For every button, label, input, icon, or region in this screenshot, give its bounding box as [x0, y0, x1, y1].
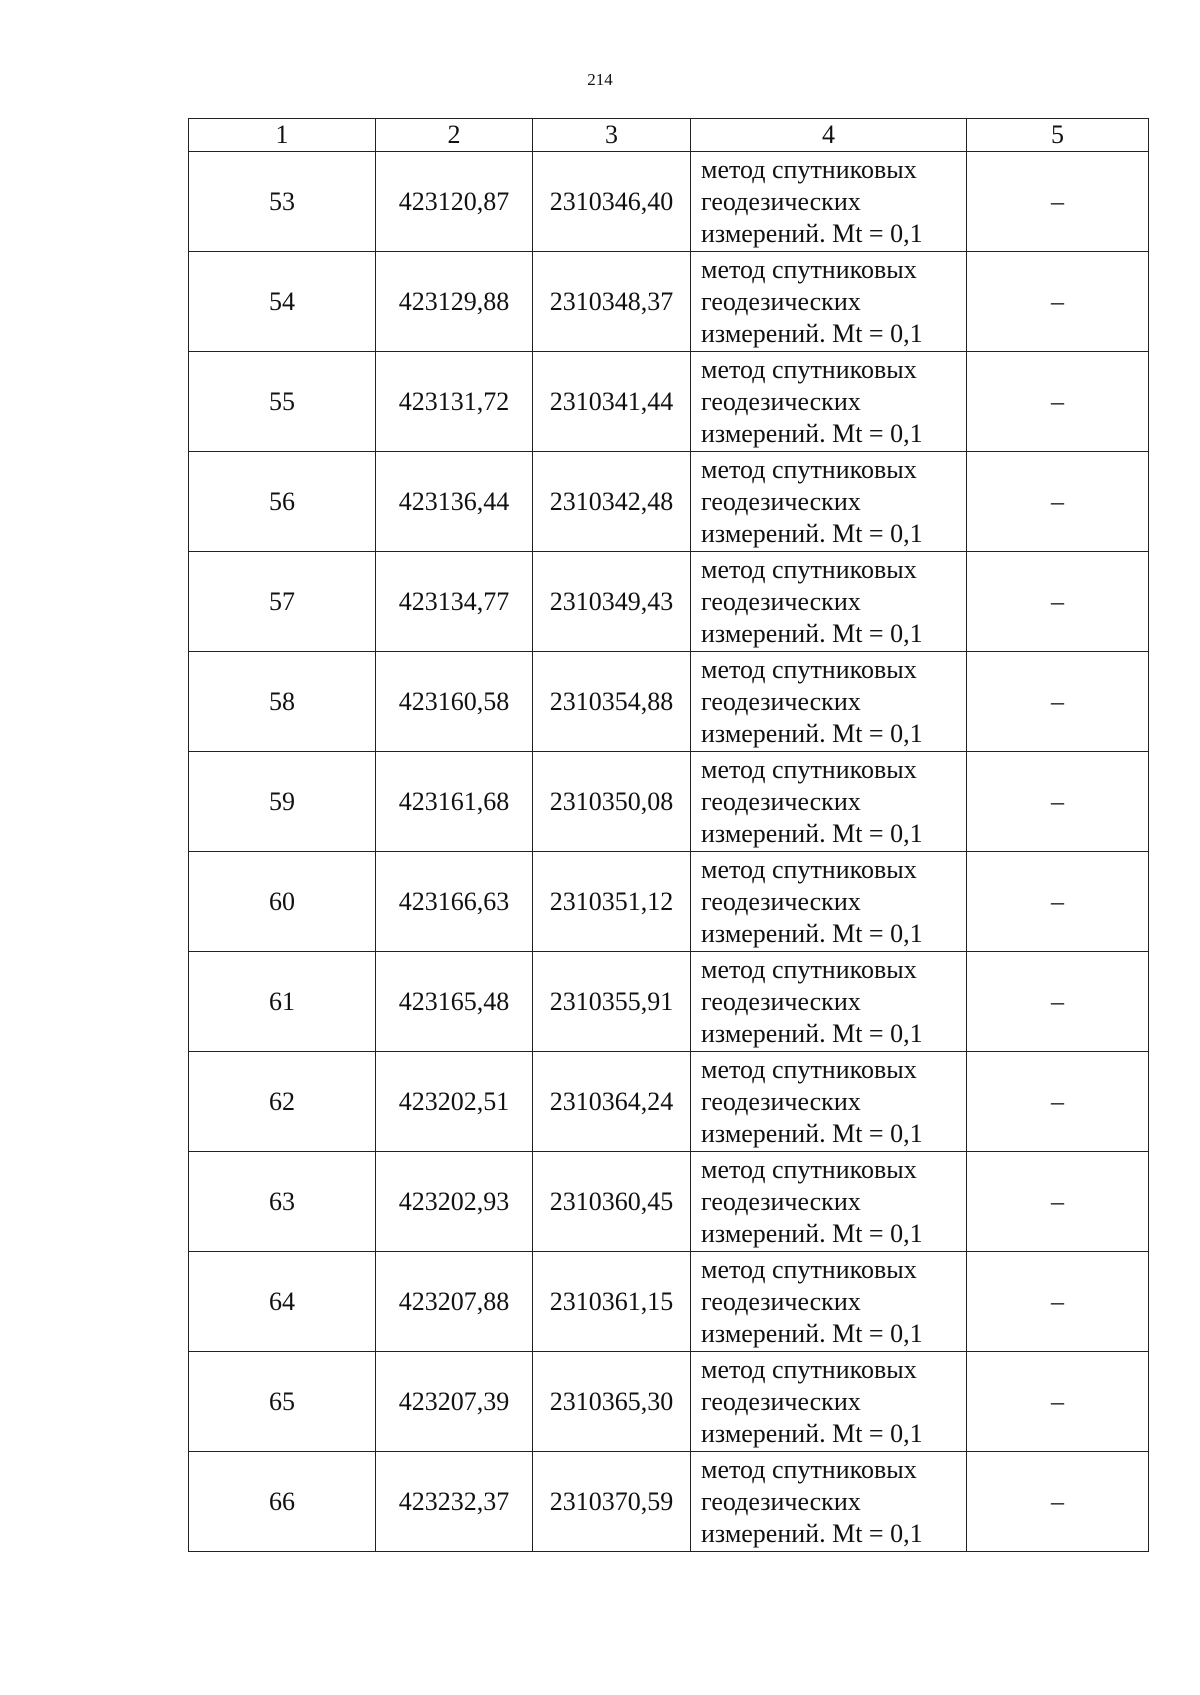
table-row	[189, 452, 1149, 552]
table-row	[189, 652, 1149, 752]
method-line: метод спутниковых	[701, 1154, 917, 1184]
point-number-cell: 54	[189, 252, 376, 352]
method-cell	[691, 1152, 967, 1252]
coordinate-x-cell: 423166,63	[376, 852, 533, 952]
coordinate-y-cell: 2310351,12	[533, 852, 691, 952]
coordinate-y-cell: 2310364,24	[533, 1052, 691, 1152]
table-row	[189, 252, 1149, 352]
coordinate-x-cell: 423232,37	[376, 1452, 533, 1552]
method-line: геодезических	[701, 186, 861, 216]
coordinate-y-cell: 2310346,40	[533, 152, 691, 252]
method-line: измерений. Mt = 0,1	[701, 1318, 923, 1348]
coordinate-y-cell: 2310349,43	[533, 552, 691, 652]
method-line: измерений. Mt = 0,1	[701, 218, 923, 248]
point-number-cell: 66	[189, 1452, 376, 1552]
method-cell	[691, 852, 967, 952]
method-line: измерений. Mt = 0,1	[701, 1418, 923, 1448]
point-number-cell: 55	[189, 352, 376, 452]
table-row	[189, 152, 1149, 252]
coordinate-x-cell: 423161,68	[376, 752, 533, 852]
coordinate-y-cell: 2310360,45	[533, 1152, 691, 1252]
method-line: метод спутниковых	[701, 154, 917, 184]
method-line: метод спутниковых	[701, 1354, 917, 1384]
point-number-cell: 57	[189, 552, 376, 652]
method-line: метод спутниковых	[701, 654, 917, 684]
table-row	[189, 952, 1149, 1052]
table-row	[189, 1152, 1149, 1252]
point-number-cell: 53	[189, 152, 376, 252]
method-cell	[691, 1252, 967, 1352]
table-row	[189, 1052, 1149, 1152]
coordinate-x-cell: 423134,77	[376, 552, 533, 652]
method-cell	[691, 1052, 967, 1152]
table-row	[189, 352, 1149, 452]
point-number-cell: 56	[189, 452, 376, 552]
note-cell: –	[967, 1452, 1149, 1552]
method-cell	[691, 152, 967, 252]
method-line: метод спутниковых	[701, 854, 917, 884]
method-cell	[691, 352, 967, 452]
coordinate-x-cell: 423131,72	[376, 352, 533, 452]
method-line: геодезических	[701, 1386, 861, 1416]
method-line: геодезических	[701, 486, 861, 516]
method-line: измерений. Mt = 0,1	[701, 318, 923, 348]
coordinate-x-cell: 423165,48	[376, 952, 533, 1052]
method-line: геодезических	[701, 386, 861, 416]
table-row	[189, 1452, 1149, 1552]
point-number-cell: 61	[189, 952, 376, 1052]
table-row	[189, 1352, 1149, 1452]
method-cell	[691, 1452, 967, 1552]
method-line: метод спутниковых	[701, 454, 917, 484]
point-number-cell: 63	[189, 1152, 376, 1252]
method-line: измерений. Mt = 0,1	[701, 718, 923, 748]
table-row	[189, 852, 1149, 952]
point-number-cell: 62	[189, 1052, 376, 1152]
table-row	[189, 1252, 1149, 1352]
method-line: метод спутниковых	[701, 1454, 917, 1484]
table-body	[189, 152, 1149, 1552]
method-line: геодезических	[701, 886, 861, 916]
column-header-2: 2	[376, 119, 533, 152]
note-cell: –	[967, 652, 1149, 752]
column-header-3: 3	[533, 119, 691, 152]
method-cell	[691, 952, 967, 1052]
coordinate-x-cell: 423207,39	[376, 1352, 533, 1452]
method-line: геодезических	[701, 986, 861, 1016]
method-cell	[691, 552, 967, 652]
point-number-cell: 59	[189, 752, 376, 852]
method-cell	[691, 1352, 967, 1452]
method-cell	[691, 252, 967, 352]
method-line: геодезических	[701, 1486, 861, 1516]
method-cell	[691, 652, 967, 752]
note-cell: –	[967, 352, 1149, 452]
point-number-cell: 60	[189, 852, 376, 952]
method-line: измерений. Mt = 0,1	[701, 818, 923, 848]
method-line: геодезических	[701, 1286, 861, 1316]
method-line: геодезических	[701, 686, 861, 716]
method-line: геодезических	[701, 586, 861, 616]
coordinate-x-cell: 423160,58	[376, 652, 533, 752]
coordinate-y-cell: 2310350,08	[533, 752, 691, 852]
note-cell: –	[967, 952, 1149, 1052]
method-line: метод спутниковых	[701, 954, 917, 984]
method-line: метод спутниковых	[701, 754, 917, 784]
coordinate-y-cell: 2310355,91	[533, 952, 691, 1052]
note-cell: –	[967, 852, 1149, 952]
note-cell: –	[967, 1152, 1149, 1252]
coordinate-x-cell: 423120,87	[376, 152, 533, 252]
coordinate-x-cell: 423136,44	[376, 452, 533, 552]
method-cell	[691, 452, 967, 552]
coordinate-y-cell: 2310354,88	[533, 652, 691, 752]
method-line: измерений. Mt = 0,1	[701, 518, 923, 548]
note-cell: –	[967, 1352, 1149, 1452]
column-header-5: 5	[967, 119, 1149, 152]
coordinate-x-cell: 423129,88	[376, 252, 533, 352]
method-line: метод спутниковых	[701, 554, 917, 584]
note-cell: –	[967, 752, 1149, 852]
note-cell: –	[967, 152, 1149, 252]
point-number-cell: 65	[189, 1352, 376, 1452]
coordinate-y-cell: 2310342,48	[533, 452, 691, 552]
coordinate-x-cell: 423202,93	[376, 1152, 533, 1252]
method-line: метод спутниковых	[701, 254, 917, 284]
method-line: измерений. Mt = 0,1	[701, 1118, 923, 1148]
method-line: измерений. Mt = 0,1	[701, 1518, 923, 1548]
coordinate-y-cell: 2310361,15	[533, 1252, 691, 1352]
method-line: метод спутниковых	[701, 1254, 917, 1284]
coordinate-y-cell: 2310365,30	[533, 1352, 691, 1452]
point-number-cell: 64	[189, 1252, 376, 1352]
method-line: измерений. Mt = 0,1	[701, 918, 923, 948]
table-header-row	[189, 119, 1149, 152]
point-number-cell: 58	[189, 652, 376, 752]
method-line: геодезических	[701, 1186, 861, 1216]
method-line: метод спутниковых	[701, 354, 917, 384]
coordinate-x-cell: 423202,51	[376, 1052, 533, 1152]
column-header-4: 4	[691, 119, 967, 152]
method-cell	[691, 752, 967, 852]
method-line: геодезических	[701, 1086, 861, 1116]
coordinate-y-cell: 2310370,59	[533, 1452, 691, 1552]
page-number: 214	[587, 70, 613, 89]
method-line: геодезических	[701, 286, 861, 316]
method-line: измерений. Mt = 0,1	[701, 1018, 923, 1048]
column-header-1: 1	[189, 119, 376, 152]
coordinate-y-cell: 2310348,37	[533, 252, 691, 352]
note-cell: –	[967, 552, 1149, 652]
note-cell: –	[967, 1052, 1149, 1152]
note-cell: –	[967, 1252, 1149, 1352]
note-cell: –	[967, 452, 1149, 552]
coordinate-y-cell: 2310341,44	[533, 352, 691, 452]
method-line: геодезических	[701, 786, 861, 816]
method-line: метод спутниковых	[701, 1054, 917, 1084]
method-line: измерений. Mt = 0,1	[701, 418, 923, 448]
table-row	[189, 752, 1149, 852]
coordinates-table	[188, 118, 1149, 1552]
coordinate-x-cell: 423207,88	[376, 1252, 533, 1352]
method-line: измерений. Mt = 0,1	[701, 618, 923, 648]
table-row	[189, 552, 1149, 652]
method-line: измерений. Mt = 0,1	[701, 1218, 923, 1248]
note-cell: –	[967, 252, 1149, 352]
